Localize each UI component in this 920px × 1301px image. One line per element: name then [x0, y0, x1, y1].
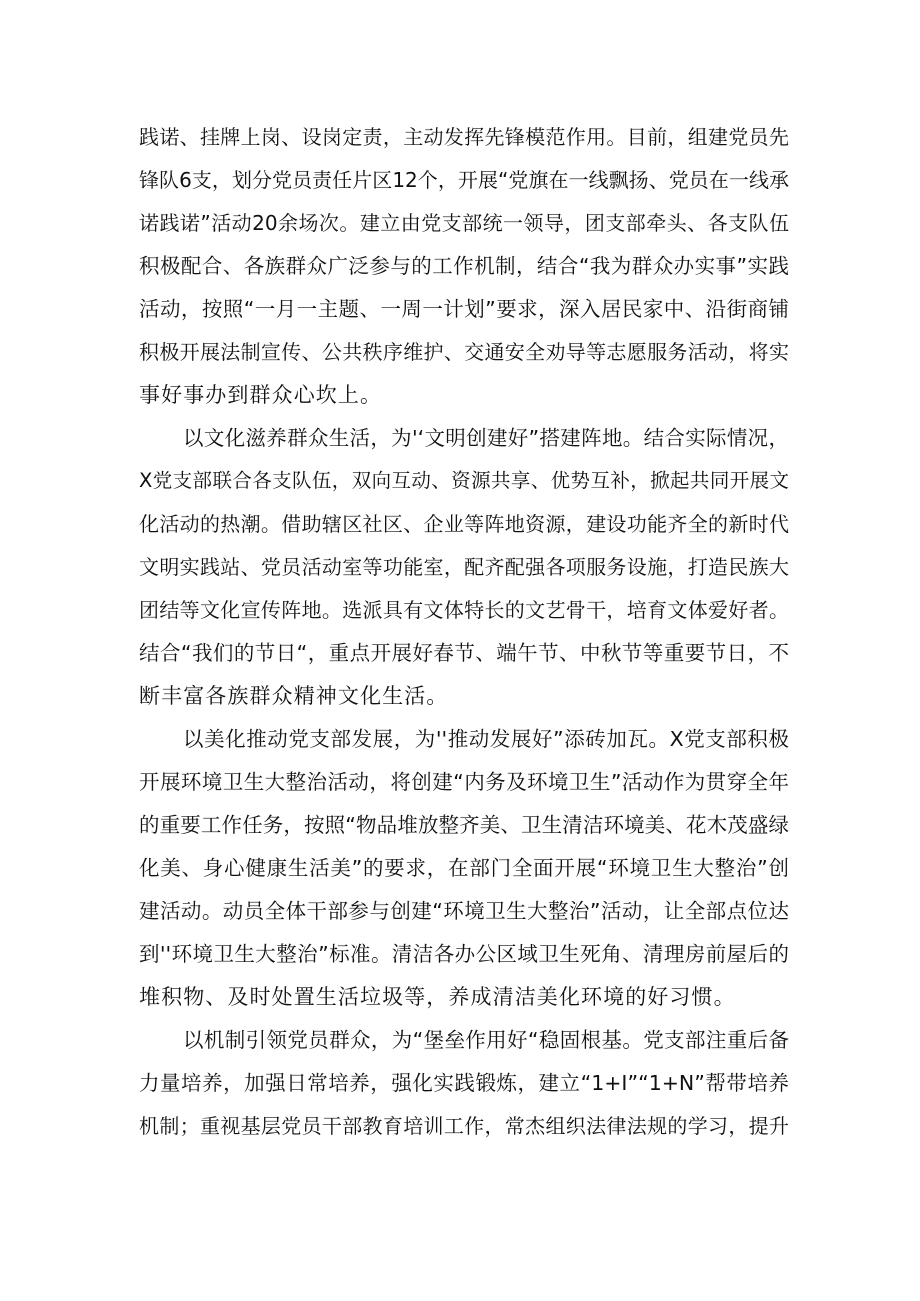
text-line: 开展环境卫生大整治活动，将创建“内务及环境卫生”活动作为贯穿全年 [139, 770, 789, 794]
text-line: 断丰富各族群众精神文化生活。 [139, 684, 449, 708]
text-line: 机制；重视基层党员干部教育培训工作，常杰组织法律法规的学习，提升 [139, 1114, 789, 1138]
text-line: 诺践诺”活动20余场次。建立由党支部统一领导，团支部牵头、各支队伍 [139, 211, 789, 235]
text-line: 践诺、挂牌上岗、设岗定责，主动发挥先锋模范作用。目前，组建党员先 [139, 125, 789, 149]
text-line: 建活动。动员全体干部参与创建“环境卫生大整治”活动，让全部点位达 [139, 899, 789, 923]
text-line: 力量培养，加强日常培养，强化实践锻炼，建立“1+I”“1+N”帮带培养 [139, 1071, 789, 1095]
text-line: 化美、身心健康生活美”的要求，在部门全面开展“环境卫生大整治”创 [139, 856, 789, 880]
paragraph-first-line: 以文化滋养群众生活，为'‘文明创建好”搭建阵地。结合实际情况， [183, 426, 789, 450]
text-line: 到''环境卫生大整治”标准。清洁各办公区域卫生死角、清理房前屋后的 [139, 942, 789, 966]
text-line: 团结等文化宣传阵地。选派具有文体特长的文艺骨干，培育文体爱好者。 [139, 598, 789, 622]
text-line: 的重要工作任务，按照“物品堆放整齐美、卫生清洁环境美、花木茂盛绿 [139, 813, 789, 837]
text-line: 积极开展法制宣传、公共秩序维护、交通安全劝导等志愿服务活动，将实 [139, 340, 789, 364]
text-line: 积极配合、各族群众广泛参与的工作机制，结合“我为群众办实事”实践 [139, 254, 789, 278]
text-line: 结合“我们的节日“，重点开展好春节、端午节、中秋节等重要节日，不 [139, 641, 789, 665]
text-line: 文明实践站、党员活动室等功能室，配齐配强各项服务设施，打造民族大 [139, 555, 789, 579]
paragraph-first-line: 以美化推动党支部发展，为''推动发展好”添砖加瓦。X党支部积极 [183, 727, 789, 751]
paragraph-first-line: 以机制引领党员群众，为“堡垒作用好“稳固根基。党支部注重后备 [183, 1028, 789, 1052]
text-line: 堆积物、及时处置生活垃圾等，养成清洁美化环境的好习惯。 [139, 985, 736, 1009]
text-line: 事好事办到群众心坎上。 [139, 383, 383, 407]
text-line: X党支部联合各支队伍，双向互动、资源共享、优势互补，掀起共同开展文 [139, 469, 789, 492]
text-line: 锋队6支，划分党员责任片区12个，开展“党旗在一线飘扬、党员在一线承 [139, 168, 789, 192]
text-line: 化活动的热潮。借助辖区社区、企业等阵地资源，建设功能齐全的新时代 [139, 512, 789, 536]
text-line: 活动，按照“一月一主题、一周一计划”要求，深入居民家中、沿街商铺 [139, 297, 789, 321]
